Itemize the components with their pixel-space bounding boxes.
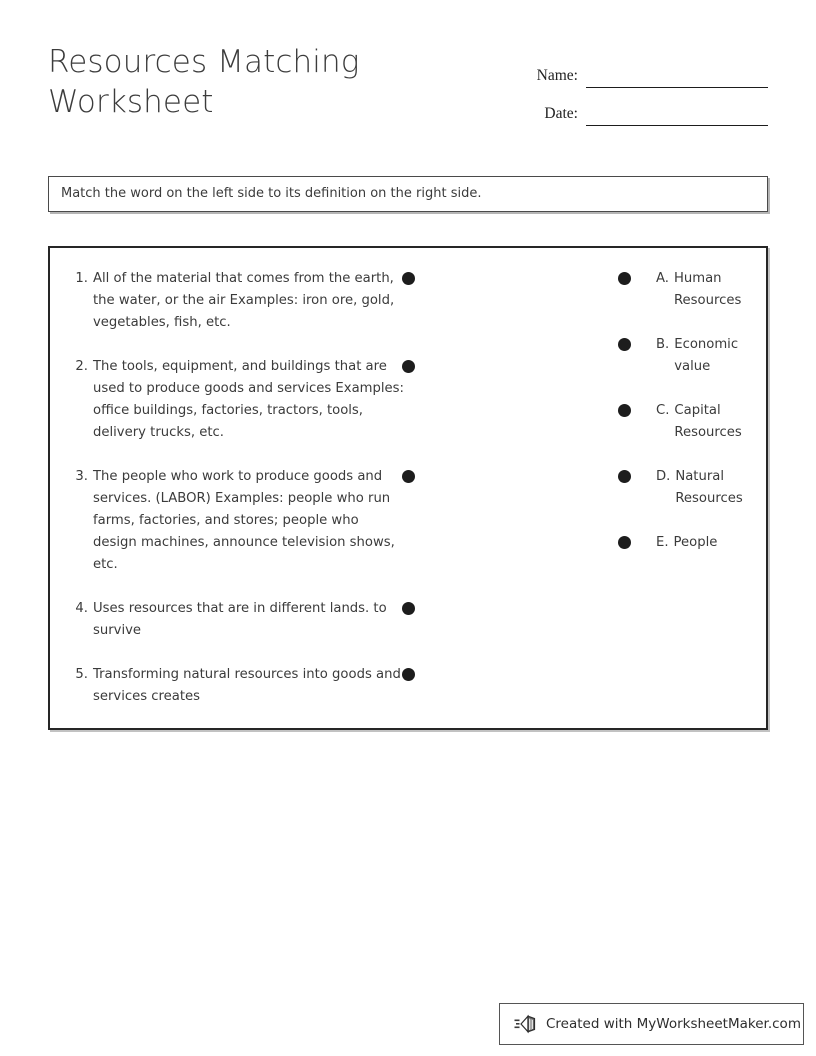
footer-text: Created with MyWorksheetMaker.com — [546, 1016, 801, 1032]
dot-icon — [402, 272, 415, 285]
dot-icon — [618, 470, 631, 483]
answer-dot[interactable] — [618, 400, 648, 422]
dot-icon — [618, 272, 631, 285]
question-item — [66, 268, 406, 334]
question-text: The people who work to produce goods and services. (LABOR) Examples: people who run farms, factories, and stores; people who design machines, announce television shows, etc. — [93, 469, 395, 572]
instructions-box — [48, 176, 768, 212]
question-dot[interactable] — [402, 356, 432, 378]
dot-icon — [402, 470, 415, 483]
question-dot[interactable] — [402, 466, 432, 488]
answer-item — [656, 466, 752, 510]
question-number: 2. — [75, 359, 88, 374]
answer-dot[interactable] — [618, 268, 648, 290]
answer-text: Economic value — [674, 337, 739, 374]
answer-text: Natural Resources — [675, 469, 743, 506]
question-text: The tools, equipment, and buildings that are used to produce goods and services Examples: office buildings, factories, tractors, tools, delivery trucks, etc. — [93, 359, 404, 440]
answer-dot[interactable] — [618, 466, 648, 488]
answer-dot[interactable] — [618, 532, 648, 554]
question-dot[interactable] — [402, 664, 432, 686]
dot-icon — [402, 360, 415, 373]
question-number: 4. — [75, 601, 88, 616]
question-text: Uses resources that are in different lands. to survive — [93, 601, 387, 638]
worksheet-header — [48, 42, 768, 142]
question-item — [66, 356, 406, 444]
question-number: 3. — [75, 469, 88, 484]
name-row — [498, 50, 768, 88]
dot-icon — [618, 404, 631, 417]
answer-dot[interactable] — [618, 334, 648, 356]
question-item — [66, 664, 406, 708]
instructions-text: Match the word on the left side to its definition on the right side. — [61, 186, 482, 201]
question-item — [66, 466, 406, 576]
answer-letter: E. — [656, 535, 669, 550]
answer-letter: C. — [656, 403, 670, 418]
page-title: Resources Matching Worksheet — [48, 44, 360, 120]
answer-item — [656, 532, 752, 554]
date-input[interactable] — [586, 105, 768, 126]
question-number: 5. — [75, 667, 88, 682]
footer-badge[interactable] — [499, 1003, 804, 1045]
answer-letter: A. — [656, 271, 669, 286]
question-item — [66, 598, 406, 642]
date-row — [498, 88, 768, 126]
dot-icon — [618, 338, 631, 351]
answer-letter: B. — [656, 337, 670, 352]
dot-icon — [402, 602, 415, 615]
name-input[interactable] — [586, 67, 768, 88]
answer-letter: D. — [656, 469, 671, 484]
question-dot[interactable] — [402, 598, 432, 620]
dot-icon — [402, 668, 415, 681]
question-text: All of the material that comes from the earth, the water, or the air Examples: iron ore, gold, vegetables, fish, etc. — [93, 271, 395, 330]
date-label: Date: — [544, 105, 578, 122]
question-number: 1. — [75, 271, 88, 286]
answer-text: Capital Resources — [674, 403, 742, 440]
dot-icon — [618, 536, 631, 549]
answer-text: People — [673, 535, 718, 550]
answer-item — [656, 400, 752, 444]
answer-item — [656, 268, 752, 312]
answer-item — [656, 334, 752, 378]
name-label: Name: — [536, 67, 578, 84]
questions-column — [66, 268, 406, 730]
question-dot[interactable] — [402, 268, 432, 290]
name-date-block — [498, 50, 768, 126]
worksheet-maker-logo-icon — [514, 1012, 538, 1036]
answer-text: Human Resources — [673, 271, 742, 308]
matching-exercise-box — [48, 246, 768, 730]
question-text: Transforming natural resources into goods and services creates — [93, 667, 401, 704]
